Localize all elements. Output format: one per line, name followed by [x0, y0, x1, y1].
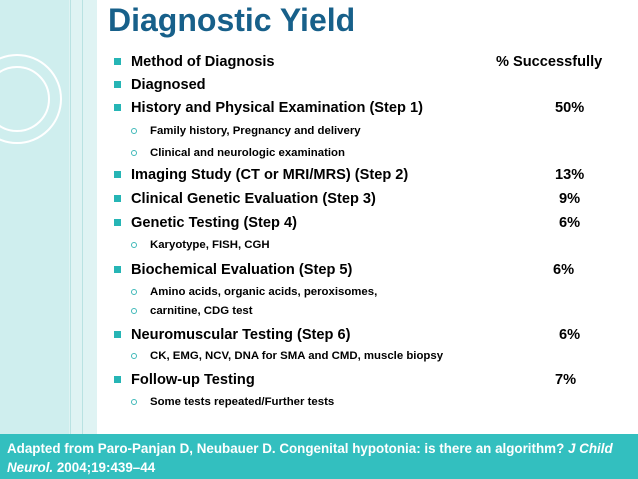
detail-text: Family history, Pregnancy and delivery [150, 125, 361, 137]
method-header: Method of Diagnosis [131, 54, 275, 70]
step-detail [0, 144, 638, 162]
step-detail [0, 302, 638, 320]
step-detail [0, 347, 638, 365]
square-bullet-icon [114, 266, 121, 273]
square-bullet-icon [114, 331, 121, 338]
circle-bullet-icon [131, 242, 137, 248]
step-percent: 9% [559, 191, 581, 207]
step-label: Imaging Study (CT or MRI/MRS) (Step 2) [131, 167, 409, 183]
detail-text: CK, EMG, NCV, DNA for SMA and CMD, muscle biopsy [150, 350, 444, 362]
step-detail [0, 393, 638, 411]
step-detail [0, 236, 638, 254]
circle-bullet-icon [131, 353, 137, 359]
citation-footer [0, 434, 638, 479]
step-label: Biochemical Evaluation (Step 5) [131, 262, 353, 278]
header-row [0, 51, 638, 73]
step-percent: 50% [555, 100, 585, 116]
square-bullet-icon [114, 219, 121, 226]
step-row [0, 369, 638, 391]
detail-text: Karyotype, FISH, CGH [150, 239, 270, 251]
circle-bullet-icon [131, 308, 137, 314]
step-percent: 6% [559, 215, 581, 231]
circle-bullet-icon [131, 128, 137, 134]
circle-bullet-icon [131, 289, 137, 295]
step-percent: 13% [555, 167, 585, 183]
slide-title: Diagnostic Yield [108, 2, 356, 38]
square-bullet-icon [114, 104, 121, 111]
circle-bullet-icon [131, 399, 137, 405]
step-row [0, 188, 638, 210]
step-label: Genetic Testing (Step 4) [131, 215, 297, 231]
circle-bullet-icon [131, 150, 137, 156]
citation-details: 2004;19:439–44 [53, 460, 156, 475]
detail-text: carnitine, CDG test [150, 305, 253, 317]
square-bullet-icon [114, 171, 121, 178]
square-bullet-icon [114, 81, 121, 88]
step-label: Clinical Genetic Evaluation (Step 3) [131, 191, 376, 207]
header-row-continued [0, 74, 638, 96]
step-row [0, 164, 638, 186]
detail-text: Some tests repeated/Further tests [150, 396, 335, 408]
step-row [0, 259, 638, 281]
citation-text: Adapted from Paro-Panjan D, Neubauer D. Congenital hypotonia: is there an algorithm? [7, 441, 568, 456]
step-row [0, 212, 638, 234]
step-label: Neuromuscular Testing (Step 6) [131, 327, 351, 343]
step-percent: 6% [559, 327, 581, 343]
step-detail [0, 122, 638, 140]
step-percent: 7% [555, 372, 577, 388]
square-bullet-icon [114, 58, 121, 65]
step-row [0, 324, 638, 346]
step-percent: 6% [553, 262, 575, 278]
step-label: History and Physical Examination (Step 1) [131, 100, 423, 116]
citation-journal: J Child Neurol. [7, 441, 613, 475]
detail-text: Amino acids, organic acids, peroxisomes, [150, 286, 378, 298]
detail-text: Clinical and neurologic examination [150, 147, 345, 159]
percent-header: % Successfully [496, 54, 603, 70]
square-bullet-icon [114, 195, 121, 202]
step-detail [0, 283, 638, 301]
square-bullet-icon [114, 376, 121, 383]
diagnosed-header: Diagnosed [131, 77, 206, 93]
step-label: Follow-up Testing [131, 372, 255, 388]
step-row [0, 97, 638, 119]
